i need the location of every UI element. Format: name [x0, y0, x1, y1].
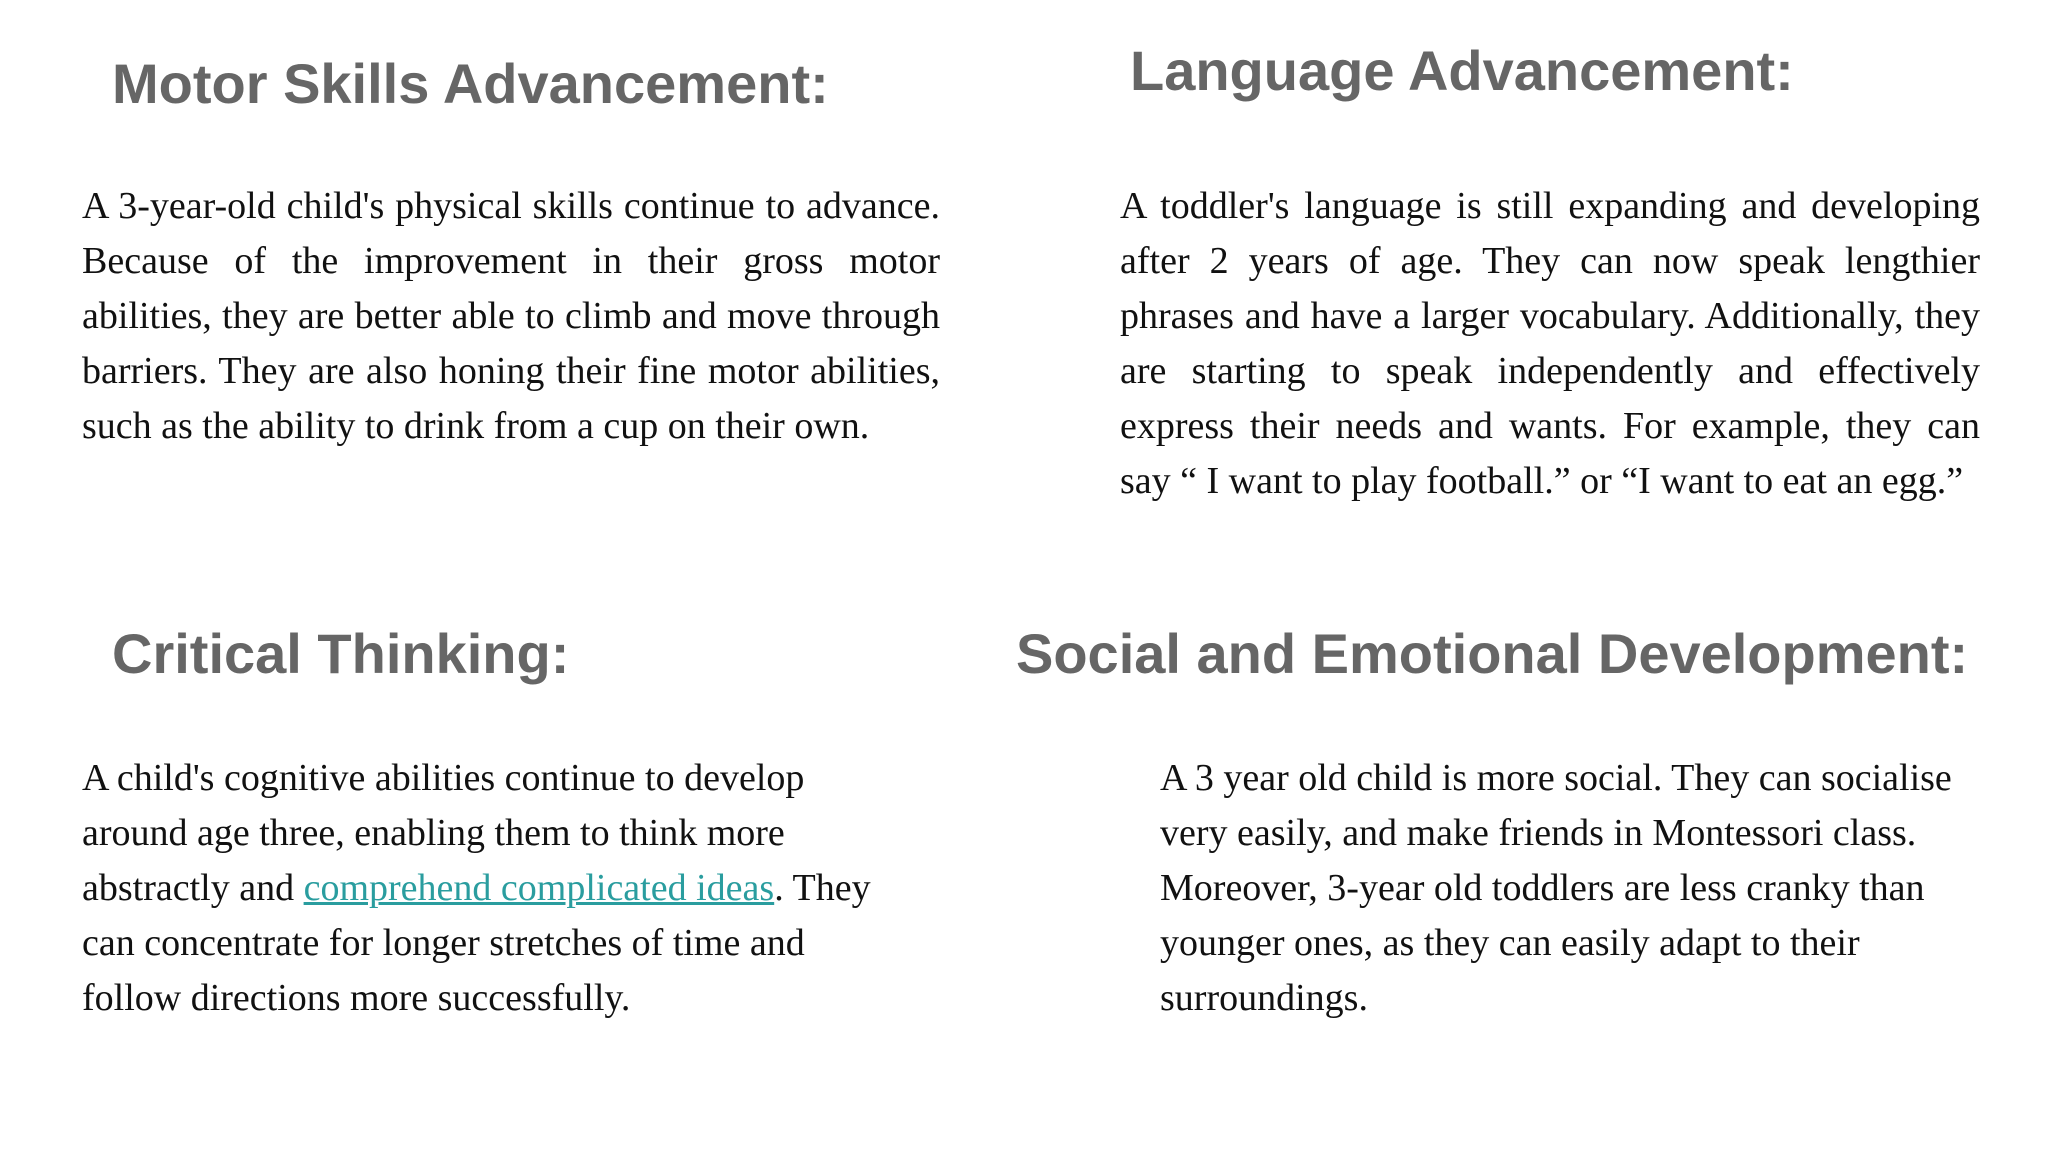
language-paragraph: A toddler's language is still expanding and developing after 2 years of age. They can now speak lengthier phrases and have a larger vocabulary. Additionally, they are starting to speak independently and effectively express their needs and wants. For example, they can say “ I want to play football.” or “I want to eat an egg.”	[1120, 185, 1980, 502]
motor-skills-paragraph: A 3-year-old child's physical skills continue to advance. Because of the improvement in their gross motor abilities, they are better able to climb and move through barriers. They are also honing their fine motor abilities, such as the ability to drink from a cup on their own.	[82, 185, 940, 447]
critical-thinking-heading: Critical Thinking:	[112, 622, 570, 685]
critical-thinking-text-end: . They can concentrate for longer stretches of time and follow directions more successfully.	[82, 867, 871, 1019]
critical-thinking-paragraph	[82, 751, 882, 1026]
comprehend-ideas-link[interactable]: comprehend complicated ideas	[303, 867, 775, 909]
social-emotional-heading: Social and Emotional Development:	[1016, 622, 1969, 685]
critical-thinking-text-start: A child's cognitive abilities continue to develop around age three, enabling them to think more abstractly and	[82, 757, 805, 909]
motor-skills-heading: Motor Skills Advancement:	[112, 52, 829, 115]
social-emotional-paragraph: A 3 year old child is more social. They can socialise very easily, and make friends in Montessori class. Moreover, 3-year old toddlers are less cranky than younger ones, as they can easily adapt to their surroundings.	[1160, 757, 1952, 1019]
language-heading: Language Advancement:	[1130, 39, 1794, 102]
